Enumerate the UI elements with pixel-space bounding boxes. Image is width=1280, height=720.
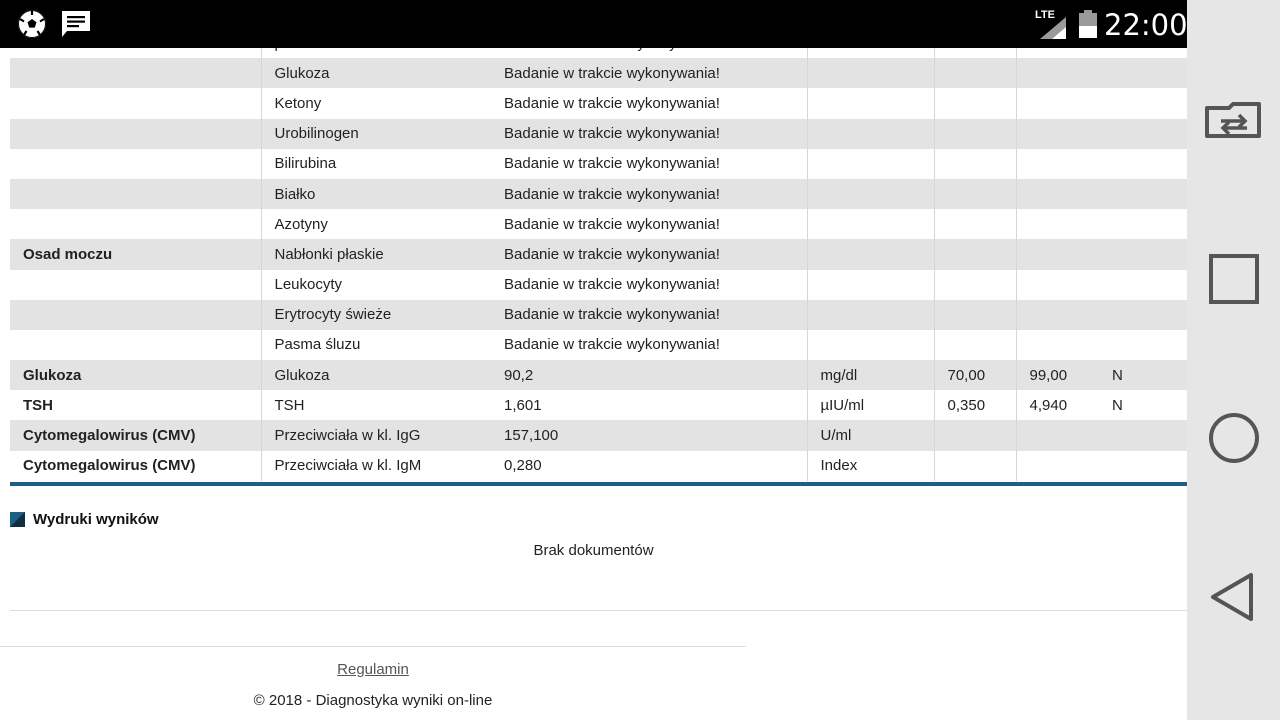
row-group-name: Osad moczu (10, 239, 261, 269)
row-range-max (1016, 149, 1099, 179)
document-icon (10, 512, 25, 527)
table-row (10, 179, 1187, 209)
row-group-name (10, 300, 261, 330)
navigation-bar (1187, 0, 1280, 720)
row-unit (807, 119, 934, 149)
row-group-name (10, 149, 261, 179)
row-group-name (10, 209, 261, 239)
row-flag (1099, 330, 1187, 360)
row-test-name: Erytrocyty świeże (261, 300, 491, 330)
row-test-name: Przeciwciała w kl. IgM (261, 451, 491, 481)
row-test-name: Białko (261, 179, 491, 209)
table-row (10, 390, 1187, 420)
row-result: Badanie w trakcie wykonywania! (491, 88, 807, 118)
row-result: Badanie w trakcie wykonywania! (491, 330, 807, 360)
row-range-min (934, 179, 1016, 209)
row-flag: N (1099, 360, 1187, 390)
row-unit (807, 179, 934, 209)
table-row (10, 420, 1187, 450)
row-unit (807, 88, 934, 118)
row-flag (1099, 149, 1187, 179)
row-unit (807, 239, 934, 269)
row-range-min (934, 209, 1016, 239)
row-flag (1099, 451, 1187, 481)
row-range-max (1016, 300, 1099, 330)
row-range-min (934, 300, 1016, 330)
row-result: Badanie w trakcie wykonywania! (491, 179, 807, 209)
row-unit (807, 58, 934, 88)
row-range-max (1016, 119, 1099, 149)
row-unit: mg/dl (807, 360, 934, 390)
row-test-name: Leukocyty (261, 270, 491, 300)
row-result: Badanie w trakcie wykonywania! (491, 239, 807, 269)
row-unit: µIU/ml (807, 390, 934, 420)
row-flag (1099, 300, 1187, 330)
row-result: Badanie w trakcie wykonywania! (491, 119, 807, 149)
status-bar (0, 0, 1187, 48)
table-row (10, 209, 1187, 239)
row-result: Badanie w trakcie wykonywania! (491, 209, 807, 239)
row-range-max (1016, 88, 1099, 118)
row-group-name: Cytomegalowirus (CMV) (10, 420, 261, 450)
table-row (10, 239, 1187, 269)
row-flag (1099, 239, 1187, 269)
row-flag (1099, 179, 1187, 209)
row-unit (807, 149, 934, 179)
row-group-name (10, 179, 261, 209)
row-range-min (934, 58, 1016, 88)
row-result: 1,601 (491, 390, 807, 420)
row-range-max (1016, 179, 1099, 209)
row-unit (807, 330, 934, 360)
row-range-max (1016, 451, 1099, 481)
row-result: 90,2 (491, 360, 807, 390)
row-group-name: TSH (10, 390, 261, 420)
results-table (10, 28, 1187, 481)
footer-divider (0, 646, 746, 647)
row-unit (807, 300, 934, 330)
row-unit: Index (807, 451, 934, 481)
row-flag (1099, 58, 1187, 88)
row-result: 157,100 (491, 420, 807, 450)
copyright-text: © 2018 - Diagnostyka wyniki on-line (253, 692, 493, 709)
row-group-name (10, 270, 261, 300)
row-group-name (10, 330, 261, 360)
row-range-min: 70,00 (934, 360, 1016, 390)
row-unit (807, 270, 934, 300)
row-range-min (934, 239, 1016, 269)
row-range-max (1016, 239, 1099, 269)
row-range-max: 99,00 (1016, 360, 1099, 390)
printouts-header (10, 511, 159, 528)
row-range-min (934, 88, 1016, 118)
row-unit: U/ml (807, 420, 934, 450)
row-test-name: Bilirubina (261, 149, 491, 179)
table-row (10, 330, 1187, 360)
row-range-max (1016, 270, 1099, 300)
row-flag (1099, 270, 1187, 300)
row-result: Badanie w trakcie wykonywania! (491, 300, 807, 330)
table-bottom-border (10, 482, 1187, 486)
row-result: 0,280 (491, 451, 807, 481)
row-range-min (934, 149, 1016, 179)
row-range-min (934, 420, 1016, 450)
row-range-min (934, 330, 1016, 360)
row-test-name: Pasma śluzu (261, 330, 491, 360)
row-test-name: Ketony (261, 88, 491, 118)
home-icon[interactable] (1201, 405, 1267, 471)
row-range-min (934, 270, 1016, 300)
row-test-name: Nabłonki płaskie (261, 239, 491, 269)
recents-icon[interactable] (1201, 246, 1267, 312)
row-flag (1099, 119, 1187, 149)
row-result: Badanie w trakcie wykonywania! (491, 58, 807, 88)
clock: 22:00 (1104, 8, 1188, 42)
row-flag: N (1099, 390, 1187, 420)
row-result: Badanie w trakcie wykonywania! (491, 270, 807, 300)
row-unit (807, 209, 934, 239)
table-row (10, 451, 1187, 481)
row-range-min: 0,350 (934, 390, 1016, 420)
row-range-max (1016, 420, 1099, 450)
table-row (10, 149, 1187, 179)
table-row (10, 270, 1187, 300)
soccer-ball-icon (17, 9, 47, 39)
row-group-name: Cytomegalowirus (CMV) (10, 451, 261, 481)
network-type-label: LTE (1035, 9, 1055, 21)
row-range-max: 4,940 (1016, 390, 1099, 420)
row-test-name: Przeciwciała w kl. IgG (261, 420, 491, 450)
row-test-name: Glukoza (261, 58, 491, 88)
row-flag (1099, 209, 1187, 239)
message-icon (61, 10, 91, 38)
row-test-name: Urobilinogen (261, 119, 491, 149)
row-group-name (10, 88, 261, 118)
app-switch-icon[interactable] (1201, 88, 1267, 154)
signal-icon (1034, 9, 1068, 39)
no-documents-message: Brak dokumentów (533, 542, 654, 559)
row-test-name: TSH (261, 390, 491, 420)
table-row (10, 360, 1187, 390)
row-group-name (10, 119, 261, 149)
row-range-min (934, 119, 1016, 149)
table-row (10, 119, 1187, 149)
row-range-max (1016, 330, 1099, 360)
row-flag (1099, 88, 1187, 118)
row-group-name (10, 58, 261, 88)
row-range-max (1016, 58, 1099, 88)
row-flag (1099, 420, 1187, 450)
back-icon[interactable] (1201, 564, 1267, 630)
terms-link[interactable]: Regulamin (337, 661, 409, 678)
table-row (10, 88, 1187, 118)
row-result: Badanie w trakcie wykonywania! (491, 149, 807, 179)
row-test-name: Glukoza (261, 360, 491, 390)
battery-icon (1078, 10, 1098, 38)
row-test-name: Azotyny (261, 209, 491, 239)
row-range-max (1016, 209, 1099, 239)
row-group-name: Glukoza (10, 360, 261, 390)
divider (10, 610, 1187, 611)
results-table-body (10, 28, 1187, 481)
row-range-min (934, 451, 1016, 481)
table-row (10, 300, 1187, 330)
printouts-title: Wydruki wyników (33, 511, 159, 528)
table-row (10, 58, 1187, 88)
